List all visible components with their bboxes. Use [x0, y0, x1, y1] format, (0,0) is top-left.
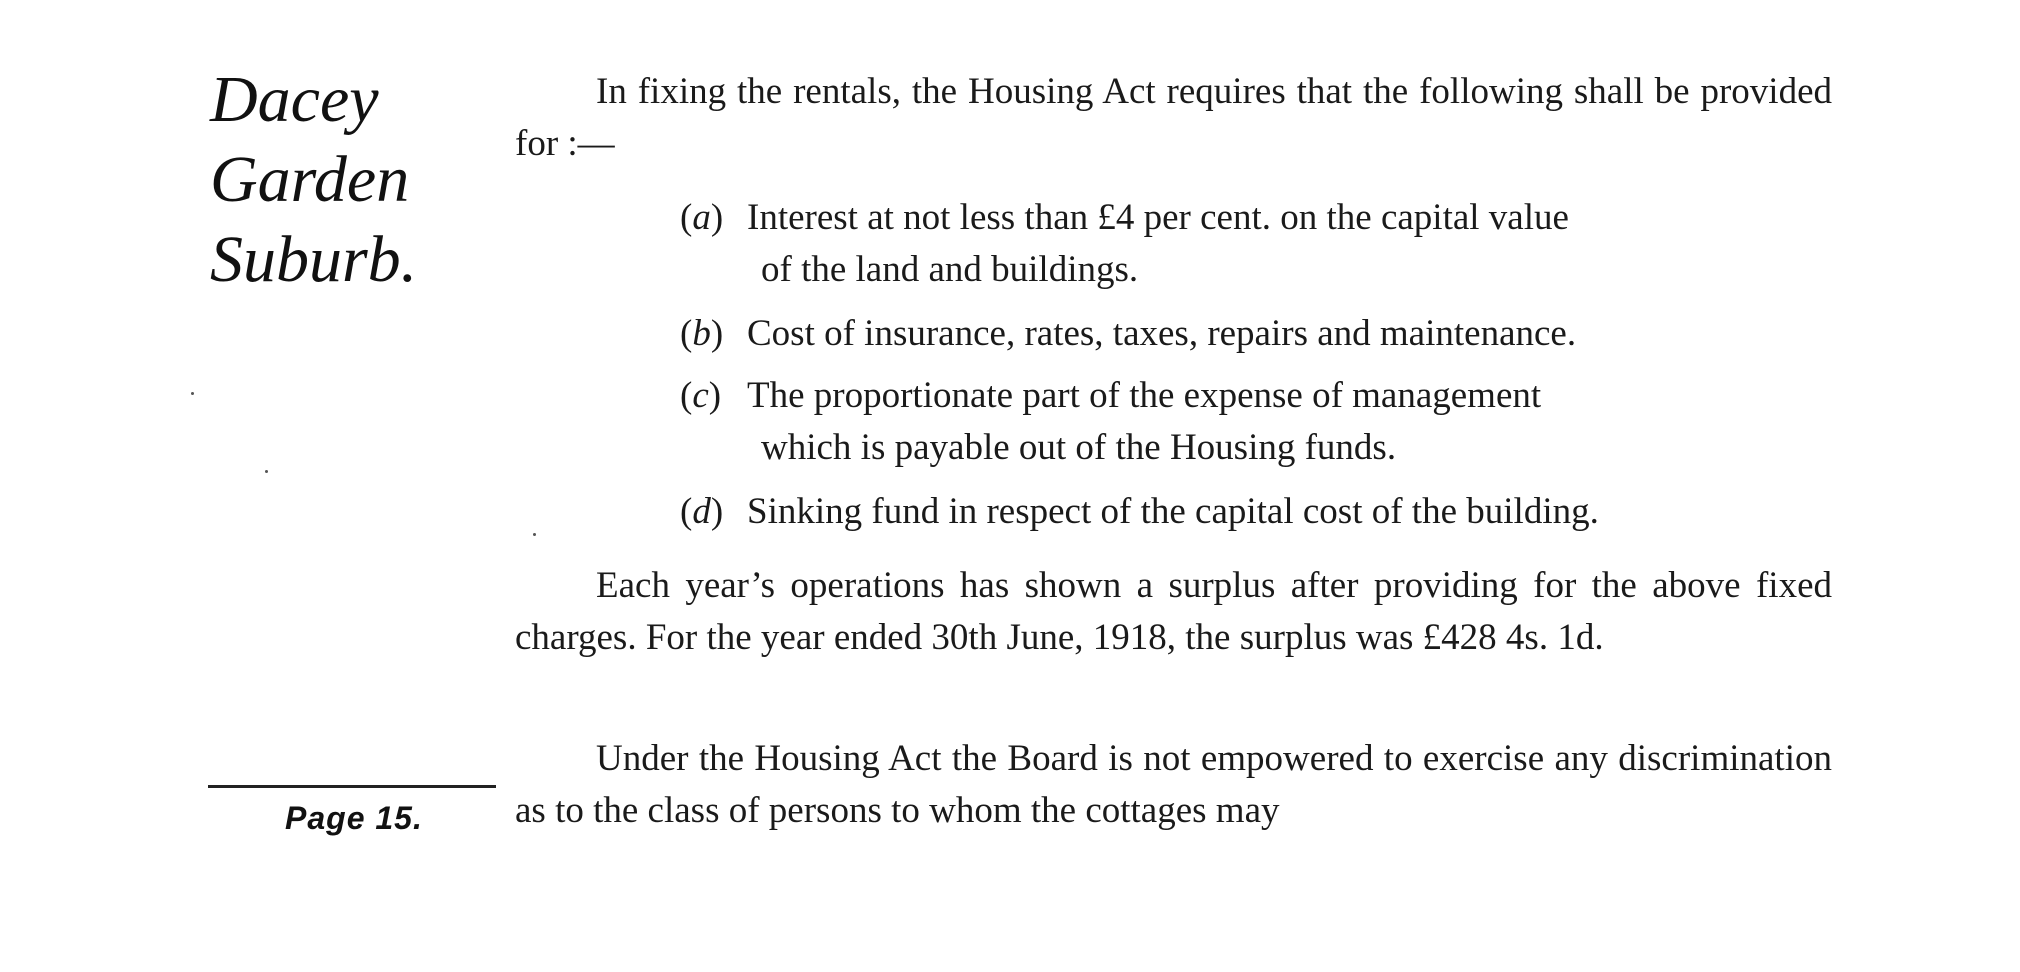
scan-speck: [533, 533, 536, 536]
paragraph-housing-act: [515, 733, 1832, 837]
sidebar-title-line-1: Dacey: [210, 63, 379, 136]
list-item-label: (a): [680, 197, 724, 238]
list-item: [680, 370, 1832, 474]
sidebar-title: [210, 60, 417, 300]
list-item-label: (d): [680, 491, 724, 532]
paragraph-intro: [515, 66, 1832, 170]
list-item-text: Sinking fund in respect of the capital cost of the building.: [747, 491, 1599, 532]
paragraph-intro-text: In fixing the rentals, the Housing Act requires that the following shall be provided for :—: [515, 71, 1832, 164]
list-item: [680, 308, 1832, 360]
scan-speck: [265, 470, 268, 473]
sidebar-divider: [208, 785, 496, 788]
list-item: [680, 192, 1832, 296]
page-number: Page 15.: [285, 800, 423, 836]
list-item-text: The proportionate part of the expense of management which is payable out of the Housing funds.: [747, 375, 1542, 468]
sidebar-title-line-2: Garden: [210, 143, 410, 216]
paragraph-surplus: [515, 560, 1832, 664]
list-item: [680, 486, 1832, 538]
sidebar-title-line-3: Suburb.: [210, 223, 418, 296]
list-item-text: Cost of insurance, rates, taxes, repairs and maintenance.: [747, 313, 1577, 354]
list-item-label: (c): [680, 375, 722, 416]
paragraph-surplus-text: Each year’s operations has shown a surplus after providing for the above fixed charges. For the year ended 30th June, 1918, the surplus was £428 4s. 1d.: [515, 565, 1832, 658]
list-item-text: Interest at not less than £4 per cent. on the capital value of the land and buildings.: [747, 197, 1569, 290]
list-item-label: (b): [680, 313, 724, 354]
scan-speck: [191, 392, 194, 395]
paragraph-housing-act-text: Under the Housing Act the Board is not empowered to exercise any discrimination as to the class of persons to whom the cottages may: [515, 738, 1832, 831]
